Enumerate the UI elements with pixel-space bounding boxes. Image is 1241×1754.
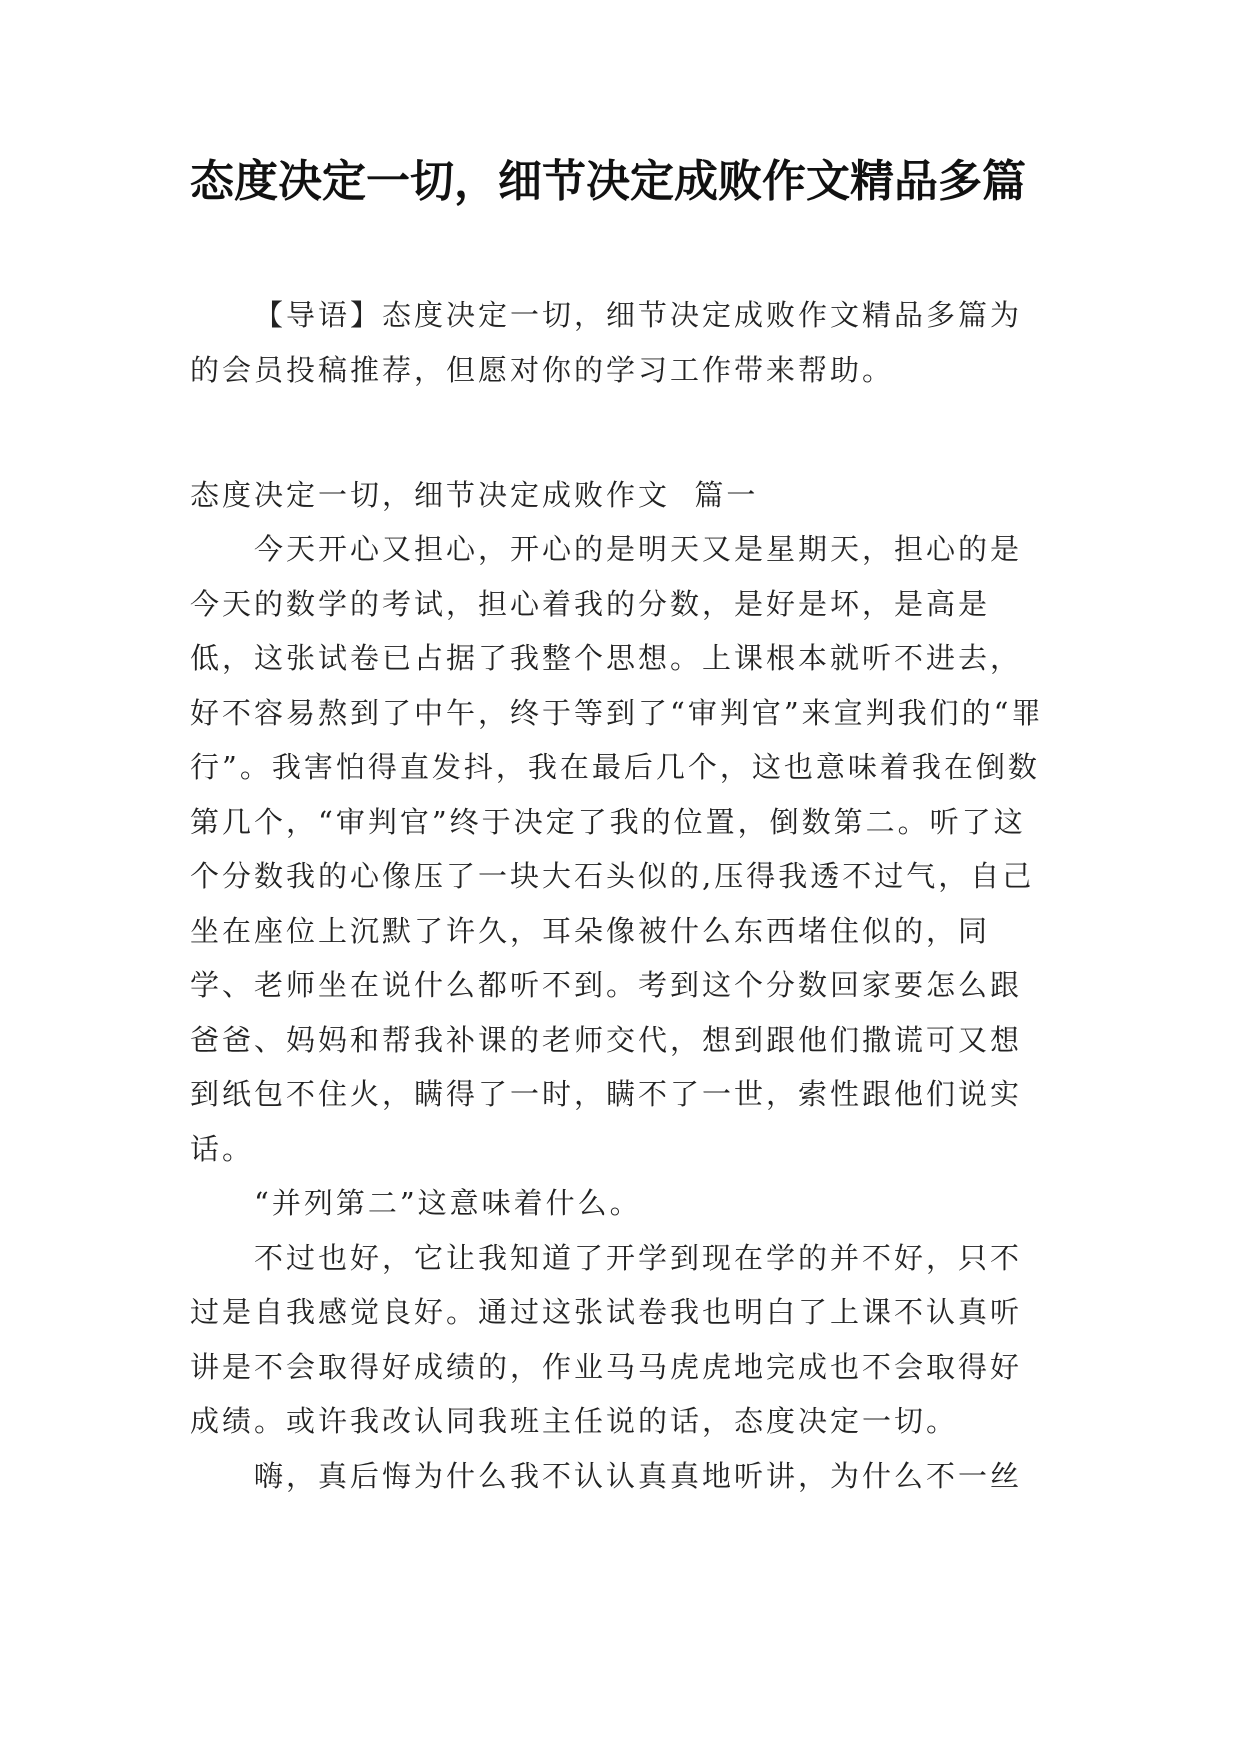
essay-paragraph: 不过也好，它让我知道了开学到现在学的并不好，只不过是自我感觉良好。通过这张试卷我也明白了上课不认真听讲是不会取得好成绩的，作业马马虎虎地完成也不会取得好成绩。或许我改认同我班主任说的话，态度决定一切。 [190,1240,1023,1438]
intro-block [190,288,1050,397]
essay-paragraph: 嗨，真后悔为什么我不认认真真地听讲，为什么不一丝 [254,1458,1023,1493]
essay-paragraph: 今天开心又担心，开心的是明天又是星期天，担心的是今天的数学的考试，担心着我的分数，是好是坏，是高是低，这张试卷已占据了我整个思想。上课根本就听不进去，好不容易熬到了中午，终于等到了“审判官”来宣判我们的“罪行”。我害怕得直发抖，我在最后几个，这也意味着我在倒数第几个，“审判官”终于决定了我的位置，倒数第二。听了这个分数我的心像压了一块大石头似的,压得我透不过气，自己坐在座位上沉默了许久，耳朵像被什么东西堵住似的，同学、老师坐在说什么都听不到。考到这个分数回家要怎么跟爸爸、妈妈和帮我补课的老师交代，想到跟他们撒谎可又想到纸包不住火，瞒得了一时，瞒不了一世，索性跟他们说实话。 [190,532,1044,1166]
essay-body [190,522,1050,1503]
essay-paragraph: “并列第二”这意味着什么。 [254,1186,642,1220]
section-heading: 态度决定一切，细节决定成败作文 篇一 [190,478,759,512]
intro-paragraph: 【导语】态度决定一切，细节决定成败作文精品多篇为的会员投稿推荐，但愿对你的学习工作带来帮助。 [190,298,1023,387]
document-title: 态度决定一切，细节决定成败作文精品多篇 [190,156,1026,207]
